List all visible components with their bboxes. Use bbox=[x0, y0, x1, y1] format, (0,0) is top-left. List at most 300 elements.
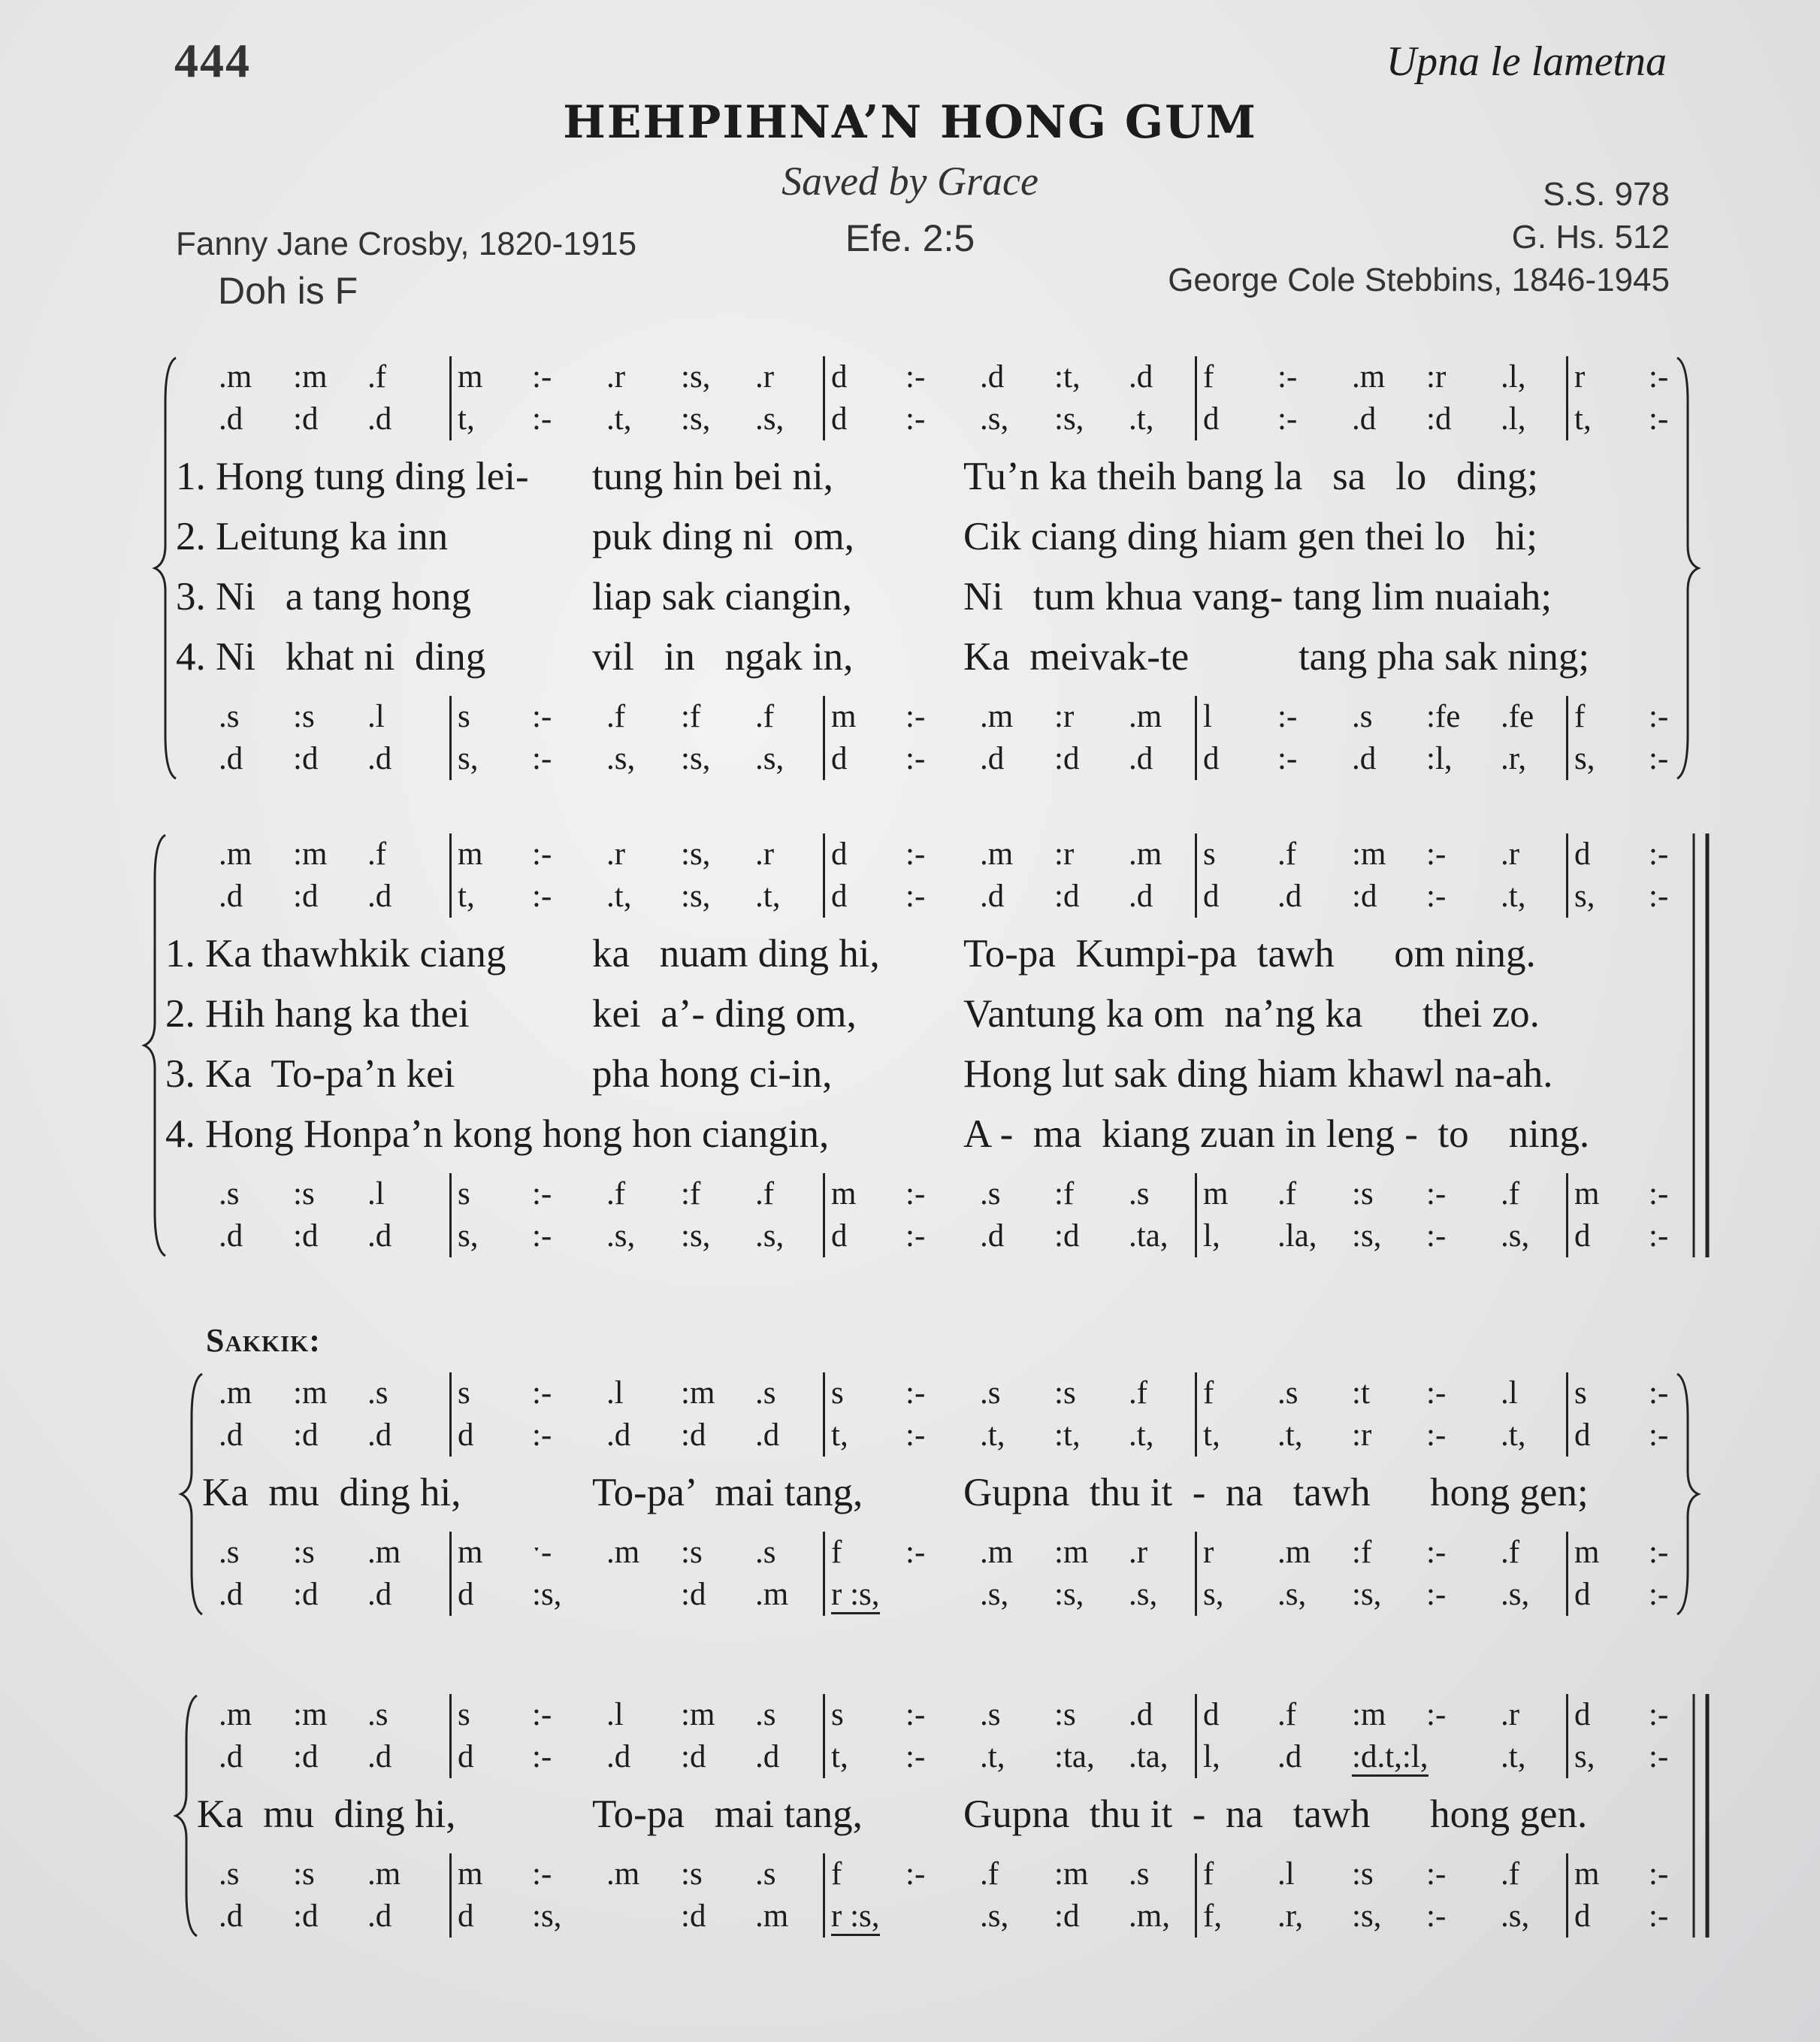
solfa-note: d bbox=[458, 1739, 474, 1774]
solfa-note: .f bbox=[1501, 1535, 1520, 1570]
solfa-note: .t, bbox=[1277, 1417, 1303, 1453]
solfa-note: .m bbox=[755, 1898, 789, 1934]
solfa-note: .r bbox=[1501, 836, 1520, 872]
solfa-note: :d bbox=[1054, 879, 1080, 914]
solfa-note: .s bbox=[755, 1856, 776, 1892]
solfa-note: :s, bbox=[681, 836, 711, 872]
solfa-note: .f bbox=[606, 1176, 626, 1212]
lyric-segment: Gupna thu it - na tawh hong gen; bbox=[963, 1471, 1589, 1514]
solfa-note: d bbox=[458, 1417, 474, 1453]
solfa-note: d bbox=[1203, 741, 1220, 776]
solfa-note: s bbox=[1574, 1375, 1587, 1411]
solfa-note: .r bbox=[606, 836, 626, 872]
solfa-note: .d bbox=[219, 1577, 243, 1612]
solfa-note: m bbox=[831, 699, 857, 734]
solfa-note: :- bbox=[1649, 836, 1669, 872]
composer: George Cole Stebbins, 1846-1945 bbox=[1168, 262, 1670, 298]
solfa-note: :s, bbox=[681, 401, 711, 437]
solfa-note: .f bbox=[1277, 1697, 1297, 1732]
solfa-note: .f bbox=[1277, 1176, 1297, 1212]
solfa-note: .t, bbox=[980, 1417, 1005, 1453]
solfa-note: .d bbox=[367, 401, 392, 437]
solfa-note: .d bbox=[219, 1739, 243, 1774]
solfa-note: t, bbox=[1574, 401, 1592, 437]
solfa-note: :s bbox=[1352, 1856, 1374, 1892]
solfa-note: .s bbox=[1352, 699, 1373, 734]
solfa-note: :- bbox=[1649, 1176, 1669, 1212]
solfa-note: .d bbox=[606, 1417, 631, 1453]
solfa-note: .m bbox=[1277, 1535, 1311, 1570]
solfa-note: .d bbox=[219, 1218, 243, 1254]
solfa-note: :- bbox=[1426, 1697, 1447, 1732]
solfa-note: :t, bbox=[1054, 1417, 1081, 1453]
solfa-note: :m bbox=[1054, 1856, 1089, 1892]
solfa-note: .r, bbox=[1277, 1898, 1304, 1934]
solfa-note: .f bbox=[755, 699, 775, 734]
solfa-note: :s, bbox=[532, 1577, 562, 1612]
solfa-note: d bbox=[1203, 1697, 1220, 1732]
solfa-note: :d.t,:l, bbox=[1352, 1736, 1501, 1778]
solfa-note: :- bbox=[532, 1176, 552, 1212]
solfa-note: .s bbox=[219, 1856, 240, 1892]
solfa-note: :- bbox=[1426, 1535, 1447, 1570]
solfa-note: d bbox=[1574, 1697, 1591, 1732]
solfa-note: :d bbox=[293, 401, 319, 437]
solfa-note: d bbox=[1574, 836, 1591, 872]
solfa-note: f bbox=[831, 1856, 842, 1892]
solfa-note: .t, bbox=[606, 879, 632, 914]
lyric-segment: puk ding ni om, bbox=[592, 515, 854, 558]
lyric-segment: Hong lut sak ding hiam khawl na-ah. bbox=[963, 1052, 1553, 1096]
solfa-note: .d bbox=[219, 1417, 243, 1453]
solfa-note: :- bbox=[905, 1375, 926, 1411]
solfa-note: .l, bbox=[1501, 401, 1526, 437]
solfa-note: :- bbox=[1426, 1577, 1447, 1612]
solfa-note: :- bbox=[1277, 699, 1298, 734]
solfa-note: d bbox=[831, 401, 848, 437]
solfa-note: :- bbox=[905, 1856, 926, 1892]
solfa-note: :- bbox=[532, 359, 552, 395]
system-bracket bbox=[0, 833, 1820, 1257]
solfa-note: :s bbox=[1054, 1375, 1076, 1411]
solfa-note: .m bbox=[219, 359, 252, 395]
lyric-segment: pha hong ci-in, bbox=[592, 1052, 833, 1096]
solfa-note: :m bbox=[1352, 1697, 1386, 1732]
solfa-note: :m bbox=[293, 1697, 328, 1732]
solfa-note: .t, bbox=[755, 879, 781, 914]
solfa-note: .d bbox=[1129, 359, 1153, 395]
left-brace-icon bbox=[181, 1374, 202, 1614]
solfa-note: :- bbox=[905, 836, 926, 872]
solfa-note: s bbox=[458, 1697, 470, 1732]
solfa-note: :d bbox=[293, 1417, 319, 1453]
solfa-note: .d bbox=[755, 1739, 780, 1774]
scripture-reference: Efe. 2:5 bbox=[845, 217, 975, 259]
solfa-note: :s bbox=[681, 1856, 703, 1892]
system-1 bbox=[0, 356, 1820, 780]
lyric-segment: A - ma kiang zuan in leng - to ning. bbox=[963, 1112, 1590, 1156]
solfa-note: :r bbox=[1352, 1417, 1372, 1453]
solfa-note: :s, bbox=[1352, 1898, 1382, 1934]
solfa-note: .d bbox=[367, 1577, 392, 1612]
solfa-note: :s bbox=[1352, 1176, 1374, 1212]
solfa-note: .f bbox=[367, 359, 387, 395]
solfa-note: :r bbox=[1054, 699, 1075, 734]
lyric-segment: 4. Hong Honpa’n kong hong hon ciangin, bbox=[165, 1112, 830, 1156]
solfa-note: :s, bbox=[1054, 401, 1084, 437]
solfa-note: :- bbox=[1277, 359, 1298, 395]
solfa-note: t, bbox=[831, 1417, 848, 1453]
left-brace-icon bbox=[155, 358, 176, 779]
solfa-note: :f bbox=[681, 699, 701, 734]
solfa-note: .f bbox=[1501, 1176, 1520, 1212]
solfa-note: .d bbox=[980, 879, 1005, 914]
solfa-note: :- bbox=[905, 699, 926, 734]
solfa-note: l, bbox=[1203, 1218, 1220, 1254]
solfa-note: :s, bbox=[1054, 1577, 1084, 1612]
refrain-label: Sakkik: bbox=[206, 1322, 321, 1359]
solfa-note: :- bbox=[1649, 879, 1669, 914]
solfa-note: l bbox=[1203, 699, 1212, 734]
solfa-note: .t, bbox=[1501, 1739, 1526, 1774]
lyric-segment: To-pa mai tang, bbox=[592, 1792, 863, 1836]
solfa-note: :- bbox=[532, 699, 552, 734]
solfa-note: .s, bbox=[755, 1218, 785, 1254]
solfa-note: :t bbox=[1352, 1375, 1370, 1411]
solfa-note: :- bbox=[1649, 1577, 1669, 1612]
solfa-note: .d bbox=[1352, 401, 1377, 437]
solfa-note: :- bbox=[1649, 699, 1669, 734]
solfa-note: .d bbox=[980, 1218, 1005, 1254]
solfa-note: :d bbox=[293, 1739, 319, 1774]
solfa-note: .s bbox=[755, 1697, 776, 1732]
solfa-note: .r bbox=[606, 359, 626, 395]
solfa-note: .s bbox=[980, 1375, 1001, 1411]
solfa-note: .s, bbox=[980, 1577, 1009, 1612]
system-3 bbox=[0, 1372, 1820, 1616]
solfa-note: m bbox=[1574, 1856, 1600, 1892]
solfa-note: m bbox=[1574, 1535, 1600, 1570]
lyric-segment: Ka mu ding hi, bbox=[197, 1792, 456, 1836]
solfa-note: s bbox=[458, 699, 470, 734]
solfa-note: :t, bbox=[1054, 359, 1081, 395]
solfa-note: .s bbox=[755, 1375, 776, 1411]
solfa-note: :s, bbox=[681, 1218, 711, 1254]
solfa-note: :d bbox=[1426, 401, 1452, 437]
solfa-note: .f bbox=[1501, 1856, 1520, 1892]
solfa-note: :s bbox=[293, 1856, 315, 1892]
solfa-note: :- bbox=[1426, 1856, 1447, 1892]
solfa-note: r bbox=[1203, 1535, 1214, 1570]
solfa-note: f bbox=[1203, 359, 1214, 395]
solfa-note: :- bbox=[1277, 401, 1298, 437]
solfa-note: :m bbox=[1352, 836, 1386, 872]
solfa-note: :s, bbox=[681, 359, 711, 395]
solfa-note: :- bbox=[1426, 1375, 1447, 1411]
solfa-note: m bbox=[1574, 1176, 1600, 1212]
solfa-note: r bbox=[1574, 359, 1586, 395]
solfa-note: d bbox=[1574, 1417, 1591, 1453]
solfa-note: .m bbox=[606, 1856, 640, 1892]
solfa-note: .s, bbox=[606, 1218, 636, 1254]
right-brace-icon bbox=[1677, 358, 1698, 779]
solfa-note: :- bbox=[1649, 1535, 1669, 1570]
solfa-note: .m, bbox=[1129, 1898, 1170, 1934]
solfa-note: :- bbox=[1426, 1898, 1447, 1934]
lyric-segment: 3. Ni a tang hong bbox=[176, 575, 472, 619]
solfa-note: d bbox=[831, 359, 848, 395]
solfa-note: :s bbox=[681, 1535, 703, 1570]
solfa-note: :- bbox=[905, 401, 926, 437]
solfa-note: r :s, bbox=[831, 1895, 980, 1938]
solfa-note: :s, bbox=[681, 879, 711, 914]
solfa-note: :d bbox=[1054, 1218, 1080, 1254]
solfa-note: t, bbox=[458, 401, 475, 437]
solfa-note: .f bbox=[755, 1176, 775, 1212]
lyric-segment: Ka mu ding hi, bbox=[202, 1471, 461, 1514]
solfa-note: .fe bbox=[1501, 699, 1534, 734]
solfa-note: :- bbox=[532, 1375, 552, 1411]
solfa-note: :d bbox=[1054, 1898, 1080, 1934]
lyric-segment: Gupna thu it - na tawh hong gen. bbox=[963, 1792, 1588, 1836]
solfa-note: f, bbox=[1203, 1898, 1223, 1934]
solfa-note: t, bbox=[831, 1739, 848, 1774]
solfa-note: .f bbox=[367, 836, 387, 872]
solfa-note: .f bbox=[1129, 1375, 1148, 1411]
solfa-note: :- bbox=[532, 401, 552, 437]
solfa-note: .la, bbox=[1277, 1218, 1317, 1254]
solfa-note: .l bbox=[606, 1697, 624, 1732]
solfa-note: .d bbox=[219, 1898, 243, 1934]
solfa-note: :s bbox=[1054, 1697, 1076, 1732]
solfa-note: .s bbox=[219, 1176, 240, 1212]
solfa-note: .s, bbox=[755, 401, 785, 437]
solfa-note: s, bbox=[1574, 741, 1595, 776]
solfa-note: s bbox=[831, 1375, 844, 1411]
solfa-note: .s bbox=[219, 699, 240, 734]
solfa-note: .d bbox=[367, 741, 392, 776]
solfa-note: s, bbox=[1203, 1577, 1224, 1612]
solfa-note: :- bbox=[905, 741, 926, 776]
solfa-note: .s bbox=[1129, 1176, 1150, 1212]
solfa-note: d bbox=[1574, 1898, 1591, 1934]
lyric-segment: kei a’- ding om, bbox=[592, 992, 857, 1036]
solfa-note: f bbox=[1203, 1375, 1214, 1411]
key-signature: Doh is F bbox=[218, 270, 358, 312]
solfa-note: :- bbox=[1426, 879, 1447, 914]
lyric-segment: Vantung ka om na’ng ka thei zo. bbox=[963, 992, 1540, 1036]
solfa-note: :- bbox=[532, 1417, 552, 1453]
solfa-note: .d bbox=[1277, 1739, 1302, 1774]
solfa-note: d bbox=[1203, 401, 1220, 437]
solfa-note: .s bbox=[1129, 1856, 1150, 1892]
solfa-note: s, bbox=[1574, 1739, 1595, 1774]
solfa-note: :- bbox=[1649, 359, 1669, 395]
solfa-note: :d bbox=[1352, 879, 1377, 914]
solfa-note: s, bbox=[1574, 879, 1595, 914]
solfa-note: :m bbox=[293, 1375, 328, 1411]
solfa-note: :d bbox=[293, 1577, 319, 1612]
solfa-note: :s bbox=[293, 699, 315, 734]
solfa-note: d bbox=[831, 836, 848, 872]
solfa-note: .r bbox=[1501, 1697, 1520, 1732]
solfa-note: :f bbox=[681, 1176, 701, 1212]
solfa-note: .m bbox=[1129, 699, 1162, 734]
solfa-note: .r bbox=[755, 836, 775, 872]
solfa-note: .m bbox=[755, 1577, 789, 1612]
solfa-note: m bbox=[458, 359, 483, 395]
solfa-note: :s bbox=[293, 1176, 315, 1212]
solfa-note: :- bbox=[1649, 1375, 1669, 1411]
solfa-note: :d bbox=[681, 1739, 706, 1774]
solfa-note: s, bbox=[458, 741, 479, 776]
solfa-note: s bbox=[1203, 836, 1216, 872]
solfa-note: :- bbox=[905, 1218, 926, 1254]
solfa-note: :d bbox=[681, 1577, 706, 1612]
system-bracket bbox=[0, 356, 1820, 780]
solfa-note: d bbox=[458, 1577, 474, 1612]
solfa-note: :- bbox=[1649, 1417, 1669, 1453]
solfa-note: :- bbox=[532, 879, 552, 914]
solfa-note: :d bbox=[293, 879, 319, 914]
solfa-note: :l, bbox=[1426, 741, 1453, 776]
solfa-note: .d bbox=[367, 879, 392, 914]
solfa-note: .s, bbox=[1501, 1577, 1530, 1612]
solfa-note: :- bbox=[532, 836, 552, 872]
solfa-note: :- bbox=[905, 1739, 926, 1774]
solfa-note: :- bbox=[1426, 1417, 1447, 1453]
solfa-note: .s, bbox=[1277, 1577, 1307, 1612]
solfa-note: .d bbox=[755, 1417, 780, 1453]
solfa-note: .r bbox=[755, 359, 775, 395]
solfa-note: .d bbox=[1277, 879, 1302, 914]
solfa-note: .s, bbox=[980, 401, 1009, 437]
solfa-note: :m bbox=[293, 359, 328, 395]
solfa-note: .r bbox=[1129, 1535, 1148, 1570]
lyric-segment: Ka meivak-te tang pha sak ning; bbox=[963, 635, 1590, 679]
section-title: Upna le lametna bbox=[1386, 38, 1667, 85]
left-brace-icon bbox=[144, 835, 165, 1256]
solfa-note: .l bbox=[606, 1375, 624, 1411]
solfa-note: :s bbox=[293, 1535, 315, 1570]
solfa-note: .s bbox=[367, 1697, 388, 1732]
solfa-note: :m bbox=[681, 1375, 715, 1411]
solfa-note: :f bbox=[1352, 1535, 1372, 1570]
hymnal-reference: G. Hs. 512 bbox=[1511, 219, 1670, 256]
system-4 bbox=[0, 1694, 1820, 1938]
lyric-segment: ka nuam ding hi, bbox=[592, 932, 880, 976]
left-brace-icon bbox=[176, 1696, 197, 1936]
solfa-note: :- bbox=[532, 1856, 552, 1892]
solfa-note: f bbox=[1203, 1856, 1214, 1892]
solfa-note: .s, bbox=[1129, 1577, 1158, 1612]
solfa-note: :r bbox=[1054, 836, 1075, 872]
solfa-note: .d bbox=[367, 1739, 392, 1774]
solfa-note: f bbox=[1574, 699, 1586, 734]
solfa-note: .t, bbox=[980, 1739, 1005, 1774]
solfa-note: :- bbox=[1649, 401, 1669, 437]
solfa-note: :- bbox=[532, 741, 552, 776]
solfa-note: .m bbox=[219, 836, 252, 872]
solfa-note: :s, bbox=[1352, 1218, 1382, 1254]
solfa-note: .s, bbox=[1501, 1898, 1530, 1934]
solfa-note: m bbox=[831, 1176, 857, 1212]
solfa-note: .t, bbox=[1501, 879, 1526, 914]
solfa-note: :s, bbox=[681, 741, 711, 776]
solfa-note: ˑ- bbox=[532, 1535, 552, 1570]
solfa-note: .l bbox=[367, 1176, 385, 1212]
lyric-segment: vil in ngak in, bbox=[592, 635, 854, 679]
lyric-segment: To-pa Kumpi-pa tawh om ning. bbox=[963, 932, 1536, 976]
solfa-note: .d bbox=[1129, 879, 1153, 914]
solfa-note: d bbox=[1574, 1218, 1591, 1254]
solfa-note: .m bbox=[1352, 359, 1386, 395]
solfa-note: .s bbox=[1277, 1375, 1298, 1411]
solfa-note: m bbox=[458, 1535, 483, 1570]
lyric-segment: 2. Leitung ka inn bbox=[176, 515, 449, 558]
solfa-note: .ta, bbox=[1129, 1218, 1168, 1254]
system-bracket bbox=[0, 1694, 1820, 1938]
solfa-note: .r, bbox=[1501, 741, 1527, 776]
solfa-note: .f bbox=[980, 1856, 999, 1892]
solfa-note: :- bbox=[1649, 741, 1669, 776]
solfa-note: :- bbox=[1426, 1218, 1447, 1254]
lyric-segment: Ni tum khua vang- tang lim nuaiah; bbox=[963, 575, 1552, 619]
solfa-note: :d bbox=[1054, 741, 1080, 776]
solfa-note: s bbox=[458, 1375, 470, 1411]
solfa-note: .t, bbox=[1129, 1417, 1154, 1453]
solfa-note: .d bbox=[219, 879, 243, 914]
right-brace-icon bbox=[1677, 1374, 1698, 1614]
solfa-note: :m bbox=[681, 1697, 715, 1732]
solfa-note: d bbox=[458, 1898, 474, 1934]
solfa-note: .ta, bbox=[1129, 1739, 1168, 1774]
solfa-note: m bbox=[458, 1856, 483, 1892]
solfa-note: .t, bbox=[1501, 1417, 1526, 1453]
solfa-note: :- bbox=[1649, 1856, 1669, 1892]
solfa-note: .m bbox=[367, 1856, 401, 1892]
lyric-segment: liap sak ciangin, bbox=[592, 575, 852, 619]
solfa-note: .d bbox=[1129, 741, 1153, 776]
solfa-note: .f bbox=[606, 699, 626, 734]
solfa-note: .m bbox=[219, 1375, 252, 1411]
solfa-note: :- bbox=[1649, 1739, 1669, 1774]
solfa-note: :fe bbox=[1426, 699, 1461, 734]
solfa-note: .d bbox=[980, 741, 1005, 776]
solfa-note: :- bbox=[1649, 1898, 1669, 1934]
solfa-note: :- bbox=[532, 1218, 552, 1254]
solfa-note: :- bbox=[905, 359, 926, 395]
solfa-note: .t, bbox=[606, 401, 632, 437]
solfa-note: :r bbox=[1426, 359, 1447, 395]
solfa-note: :- bbox=[532, 1739, 552, 1774]
solfa-note: .s, bbox=[606, 741, 636, 776]
solfa-note: :s, bbox=[1352, 1577, 1382, 1612]
solfa-note: .m bbox=[980, 1535, 1014, 1570]
solfa-note: s bbox=[831, 1697, 844, 1732]
solfa-note: :d bbox=[681, 1898, 706, 1934]
solfa-note: d bbox=[1574, 1577, 1591, 1612]
solfa-note: :- bbox=[1426, 836, 1447, 872]
solfa-note: :- bbox=[905, 1697, 926, 1732]
solfa-note: d bbox=[831, 1218, 848, 1254]
solfa-note: .d bbox=[219, 401, 243, 437]
lyric-segment: 4. Ni khat ni ding bbox=[176, 635, 486, 679]
hymn-title: HEHPIHNA’N HONG GUM bbox=[563, 96, 1257, 149]
system-2 bbox=[0, 833, 1820, 1257]
solfa-note: d bbox=[831, 741, 848, 776]
solfa-note: .l bbox=[1501, 1375, 1518, 1411]
